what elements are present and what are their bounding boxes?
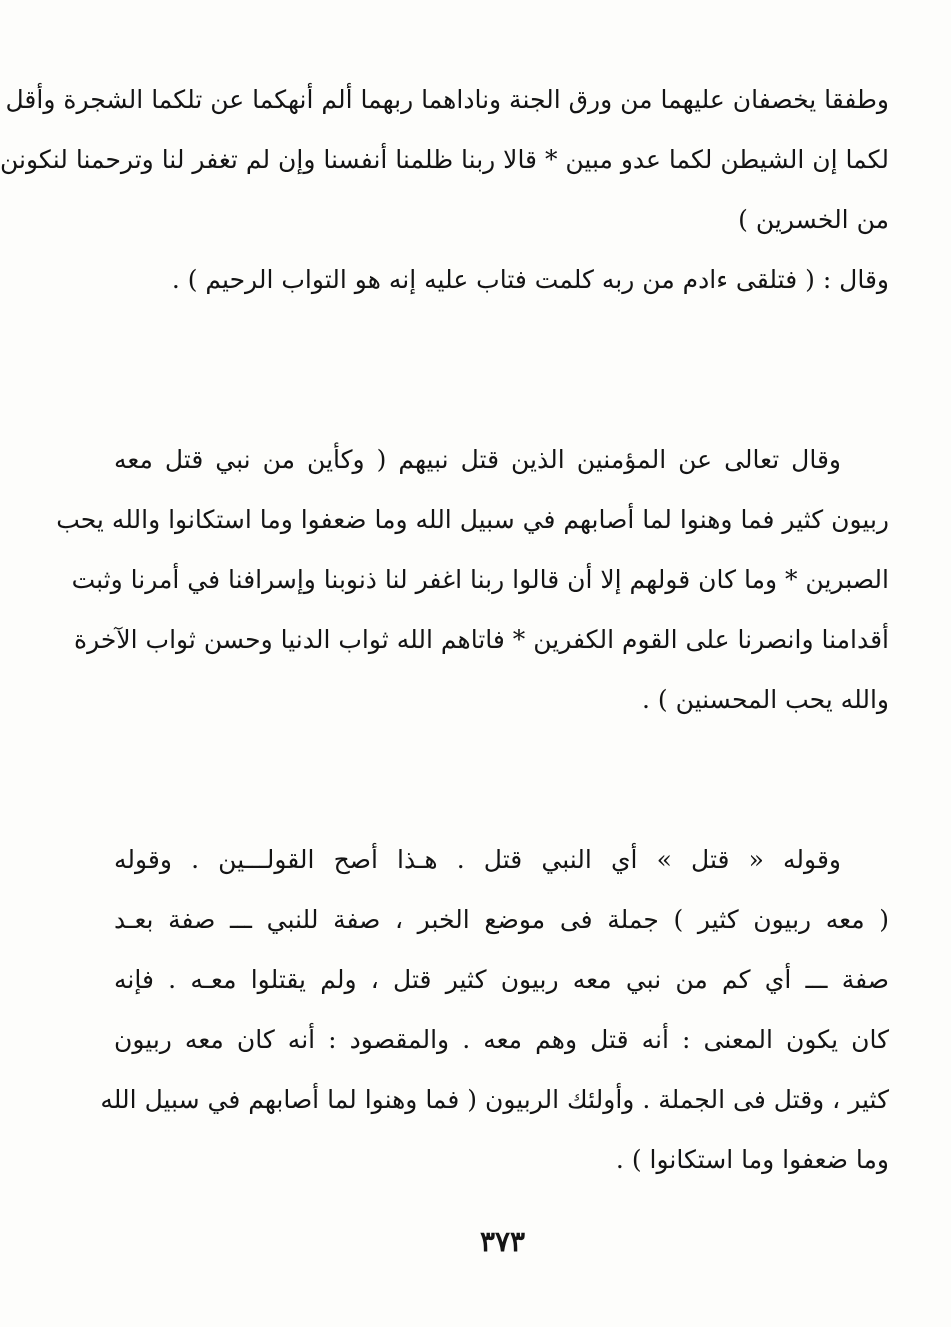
text-line: من الخسرين ) — [738, 205, 889, 234]
text-line: صفة ـــ أي كم من نبي معه ربيون كثير قتل ، ولم يقتلوا معـه . فإنه — [114, 965, 889, 994]
quran-passage-1 — [0, 70, 889, 310]
text-line: لكما إن الشيطن لكما عدو مبين * قالا ربنا ظلمنا أنفسنا وإن لم تغفر لنا وترحمنا لنكونن — [0, 145, 889, 174]
text-line: الصبرين * وما كان قولهم إلا أن قالوا ربنا اغفر لنا ذنوبنا وإسرافنا في أمرنا وثبت — [71, 565, 889, 594]
text-line: وقوله « قتل » أي النبي قتل . هـذا أصح القولـــين . وقوله — [114, 845, 841, 874]
quran-passage-2 — [56, 430, 889, 730]
text-line: والله يحب المحسنين ) . — [641, 685, 889, 714]
text-line: وقال : ( فتلقى ءادم من ربه كلمت فتاب عليه إنه هو التواب الرحيم ) . — [171, 265, 889, 294]
text-line: كثير ، وقتل فى الجملة . وأولئك الربيون ( فما وهنوا لما أصابهم في سبيل الله — [100, 1085, 889, 1114]
text-line: أقدامنا وانصرنا على القوم الكفرين * فاتاهم الله ثواب الدنيا وحسن ثواب الآخرة — [74, 625, 889, 654]
text-line: ( معه ربيون كثير ) جملة فى موضع الخبر ، صفة للنبي ـــ صفة بعـد — [114, 905, 889, 934]
text-line: كان يكون المعنى : أنه قتل وهم معه . والمقصود : أنه كان معه ربيون — [114, 1025, 889, 1054]
commentary-paragraph — [100, 830, 889, 1190]
text-line: وما ضعفوا وما استكانوا ) . — [615, 1145, 889, 1174]
page-number: ٣٧٣ — [479, 1225, 526, 1258]
text-line: ربيون كثير فما وهنوا لما أصابهم في سبيل الله وما ضعفوا وما استكانوا والله يحب — [56, 505, 889, 534]
text-line: وطفقا يخصفان عليهما من ورق الجنة وناداهما ربهما ألم أنهكما عن تلكما الشجرة وأقل — [5, 85, 889, 114]
text-line: وقال تعالى عن المؤمنين الذين قتل نبيهم ( وكأين من نبي قتل معه — [114, 445, 841, 474]
